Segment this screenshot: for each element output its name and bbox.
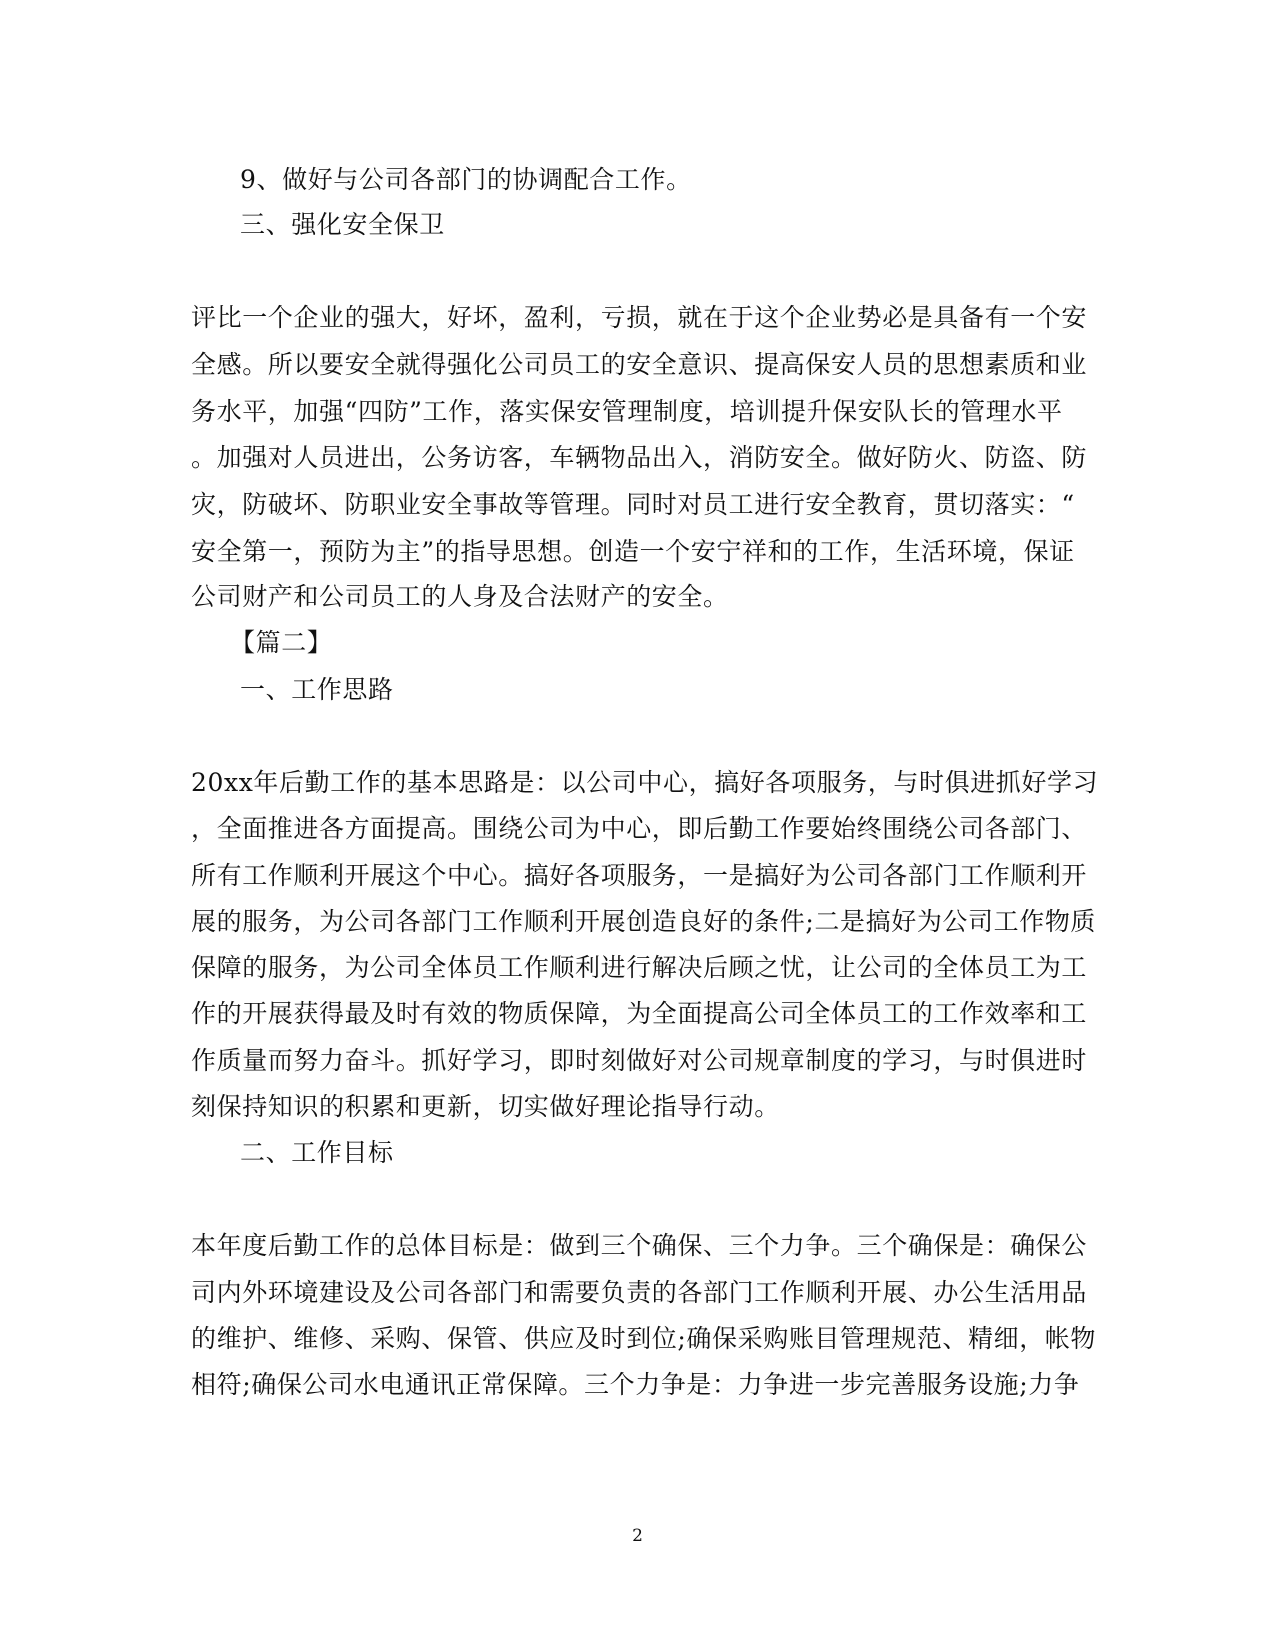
paragraph-line: 评比一个企业的强大，好坏，盈利，亏损，就在于这个企业势必是具备有一个安: [191, 303, 1088, 332]
paragraph-line: 相符;确保公司水电通讯正常保障。三个力争是：力争进一步完善服务设施;力争: [191, 1370, 1080, 1399]
section-heading-ideas: 一、工作思路: [240, 675, 394, 704]
paragraph-line: 本年度后勤工作的总体目标是：做到三个确保、三个力争。三个确保是：确保公: [191, 1231, 1088, 1260]
paragraph-line: 刻保持知识的积累和更新，切实做好理论指导行动。: [191, 1092, 780, 1121]
paragraph-line: 灾，防破坏、防职业安全事故等管理。同时对员工进行安全教育，贯切落实：“: [191, 490, 1075, 519]
paragraph-line: 保障的服务，为公司全体员工作顺利进行解决后顾之忧，让公司的全体员工为工: [191, 953, 1088, 982]
paragraph-line: 。加强对人员进出，公务访客，车辆物品出入，消防安全。做好防火、防盗、防: [191, 443, 1088, 472]
paragraph-line: 20xx年后勤工作的基本思路是：以公司中心，搞好各项服务，与时俱进抓好学习: [191, 768, 1099, 797]
page-number: 2: [632, 1526, 643, 1546]
paragraph-line: 的维护、维修、采购、保管、供应及时到位;确保采购账目管理规范、精细，帐物: [191, 1324, 1097, 1353]
paragraph-line: 司内外环境建设及公司各部门和需要负责的各部门工作顺利开展、办公生活用品: [191, 1278, 1088, 1307]
paragraph-line: 作的开展获得最及时有效的物质保障，为全面提高公司全体员工的工作效率和工: [191, 999, 1088, 1028]
section-heading-security: 三、强化安全保卫: [240, 210, 445, 239]
paragraph-line: 所有工作顺利开展这个中心。搞好各项服务，一是搞好为公司各部门工作顺利开: [191, 861, 1088, 890]
paragraph-line: 全感。所以要安全就得强化公司员工的安全意识、提高保安人员的思想素质和业: [191, 350, 1088, 379]
list-item-9: 9、做好与公司各部门的协调配合工作。: [240, 165, 692, 194]
section-heading-goals: 二、工作目标: [240, 1138, 394, 1167]
paragraph-line: 公司财产和公司员工的人身及合法财产的安全。: [191, 582, 729, 611]
paragraph-line: 作质量而努力奋斗。抓好学习，即时刻做好对公司规章制度的学习，与时俱进时: [191, 1046, 1088, 1075]
paragraph-line: ，全面推进各方面提高。围绕公司为中心，即后勤工作要始终围绕公司各部门、: [191, 814, 1088, 843]
paragraph-line: 展的服务，为公司各部门工作顺利开展创造良好的条件;二是搞好为公司工作物质: [191, 907, 1097, 936]
paragraph-line: 务水平，加强“四防”工作，落实保安管理制度，培训提升保安队长的管理水平: [191, 397, 1063, 426]
paragraph-line: 安全第一，预防为主”的指导思想。创造一个安宁祥和的工作，生活环境，保证: [191, 537, 1075, 566]
part-title: 【篇二】: [230, 628, 333, 657]
